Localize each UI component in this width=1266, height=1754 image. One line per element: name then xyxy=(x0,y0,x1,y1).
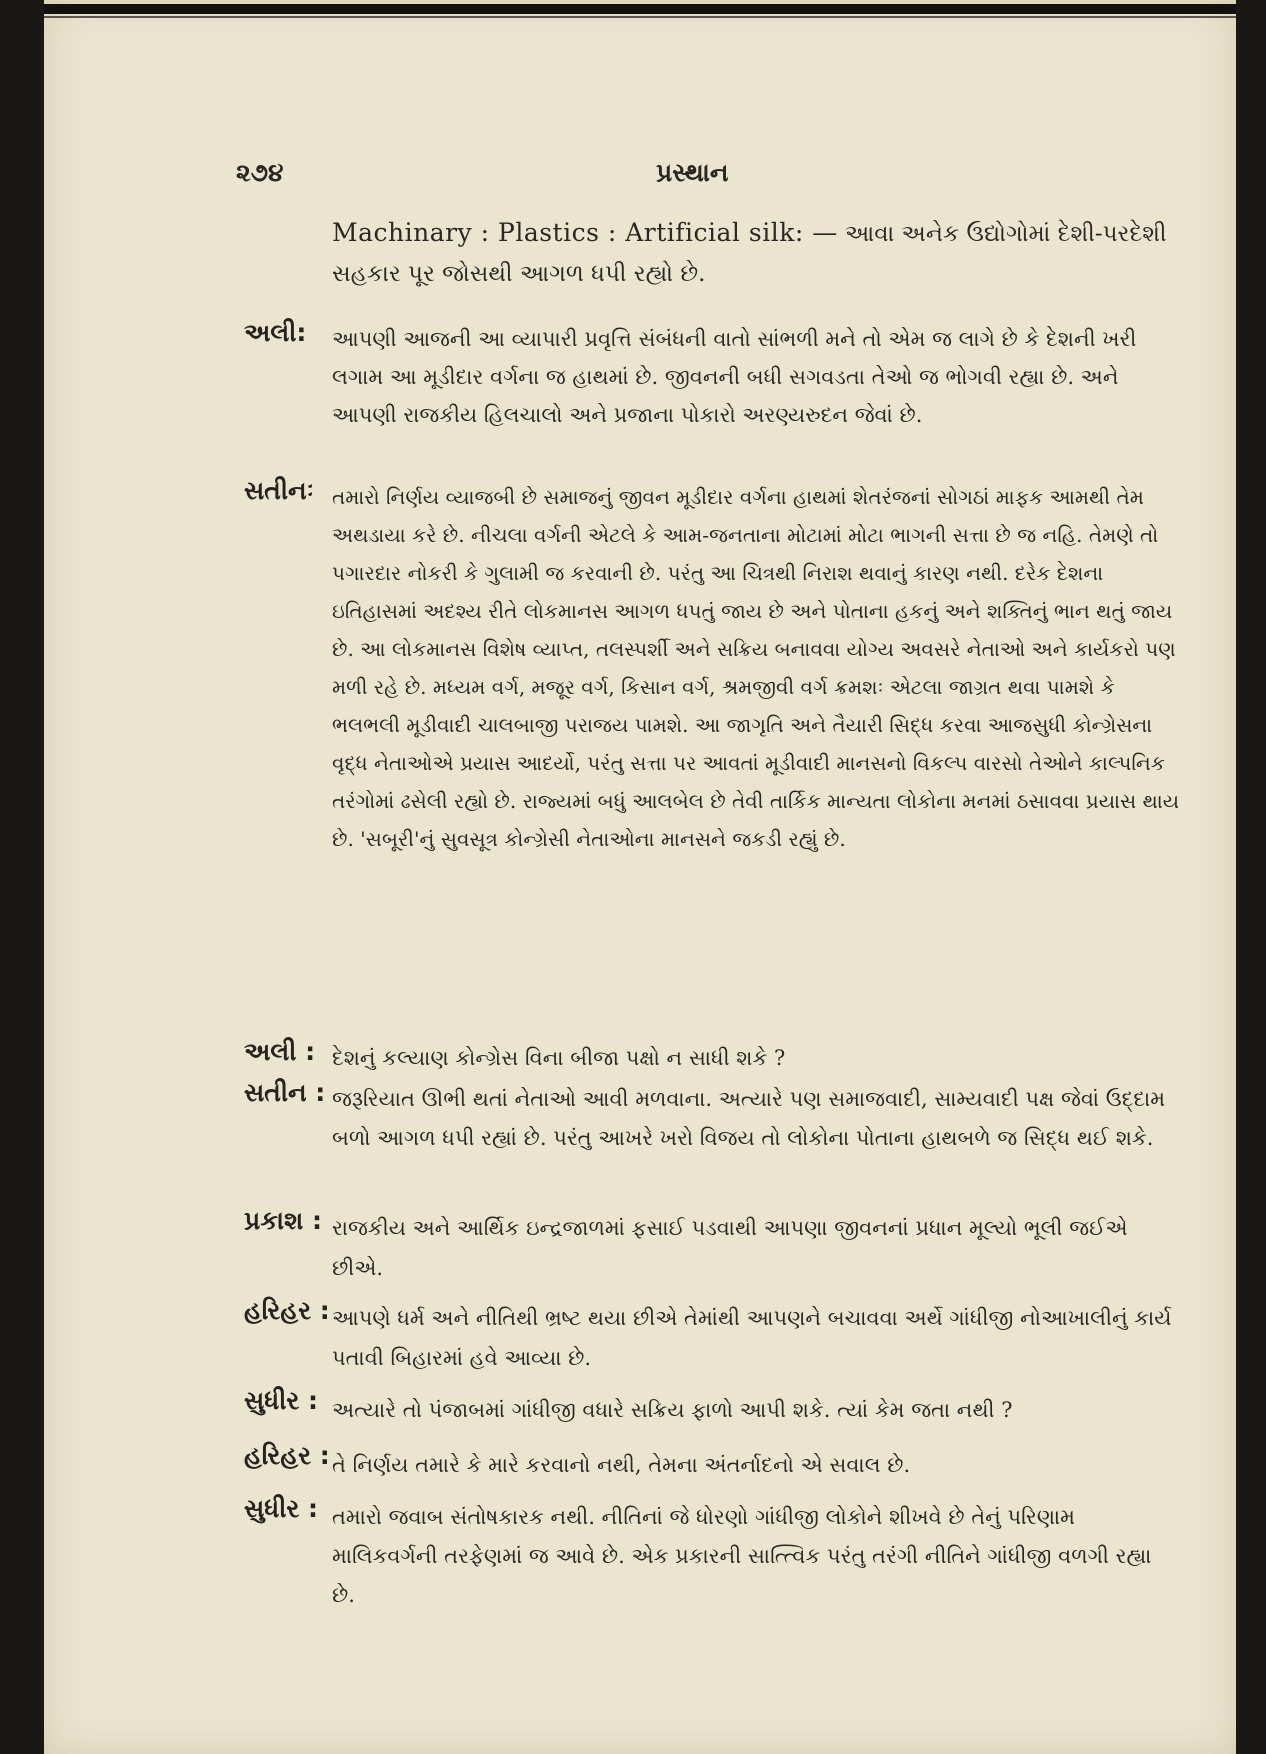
intro-gujarati: આવા અનેક ઉદ્યોગોમાં દેશી-પરદેશી સહકાર પૂર જોસથી આગળ ધપી રહ્યો છે. xyxy=(332,221,1167,287)
running-title: પ્રસ્થાન xyxy=(656,158,729,187)
speech-text: આપણી આજની આ વ્યાપારી પ્રવૃત્તિ સંબંધની વાતો સાંભળી મને તો એમ જ લાગે છે કે દેશની ખરી લગામ આ મૂડીદાર વર્ગના જ હાથમાં છે. જીવનની બધી સગવડતા તેઓ જ ભોગવી રહ્યા છે. અને આપણી રાજકીય હિલચાલો અને પ્રજાના પોકારો અરણ્યરુદન જેવાં છે. xyxy=(332,327,1137,427)
speaker-label: હરિહર : xyxy=(244,1441,330,1470)
speaker-label: પ્રકાશ : xyxy=(244,1206,322,1235)
intro-paragraph xyxy=(332,213,1180,294)
page-number: ૨૭૪ xyxy=(236,158,284,187)
speech-text: અત્યારે તો પંજાબમાં ગાંધીજી વધારે સક્રિય ફાળો આપી શકે. ત્યાં કેમ જતા નથી ? xyxy=(332,1398,1013,1422)
speaker-label: સુધીર : xyxy=(244,1494,319,1523)
speaker-label: સતીનઃ xyxy=(244,476,314,505)
speech-text: દેશનું કલ્યાણ કોન્ગ્રેસ વિના બીજા પક્ષો ન સાધી શકે ? xyxy=(332,1046,786,1070)
speaker-label: સતીન : xyxy=(244,1078,326,1107)
speaker-label: અલી : xyxy=(244,1037,316,1066)
speech-text: જરૂરિયાત ઊભી થતાં નેતાઓ આવી મળવાના. અત્યારે પણ સમાજવાદી, સામ્યવાદી પક્ષ જેવાં ઉદ્દામ બળો આગળ ધપી રહ્યાં છે. પરંતુ આખરે ખરો વિજય તો લોકોના પોતાના હાથબળે જ સિદ્ધ થઈ શકે. xyxy=(332,1087,1166,1150)
speech-text: તમારો જવાબ સંતોષકારક નથી. નીતિનાં જે ધોરણો ગાંધીજી લોકોને શીખવે છે તેનું પરિણામ માલિકવર્ગની તરફેણમાં જ આવે છે. એક પ્રકારની સાત્ત્વિક પરંતુ તરંગી નીતિને ગાંધીજી વળગી રહ્યા છે. xyxy=(332,1505,1152,1607)
speech-text: આપણે ધર્મ અને નીતિથી ભ્રષ્ટ થયા છીએ તેમાંથી આપણને બચાવવા અર્થે ગાંધીજી નોઆખાલીનું કાર્ય પતાવી બિહારમાં હવે આવ્યા છે. xyxy=(332,1306,1172,1370)
speaker-label: સુધીર : xyxy=(244,1386,319,1415)
speech-text: તે નિર્ણય તમારે કે મારે કરવાનો નથી, તેમના અંતર્નાદનો એ સવાલ છે. xyxy=(332,1453,911,1477)
speaker-label: અલી: xyxy=(244,318,307,347)
speaker-label: હરિહર : xyxy=(244,1296,330,1325)
top-rule-thin xyxy=(44,16,1236,18)
speech-text: તમારો નિર્ણય વ્યાજબી છે સમાજનું જીવન મૂડીદાર વર્ગના હાથમાં શેતરંજનાં સોગઠાં માફક આમથી તેમ અથડાયા કરે છે. નીચલા વર્ગની એટલે કે આમ-જનતાના મોટામાં મોટા ભાગની સત્તા છે જ નહિ. તેમણે તો પગારદાર નોકરી કે ગુલામી જ કરવાની છે. પરંતુ આ ચિત્રથી નિરાશ થવાનું કારણ નથી. દરેક દેશના ઇતિહાસમાં અદશ્ય રીતે લોકમાનસ આગળ ધપતું જાય છે અને પોતાના હકનું અને શક્તિનું ભાન થતું જાય છે. આ લોકમાનસ વિશેષ વ્યાપ્ત, તલસ્પર્શી અને સક્રિય બનાવવા યોગ્ય અવસરે નેતાઓ અને કાર્યકરો પણ મળી રહે છે. મધ્યમ વર્ગ, મજૂર વર્ગ, કિસાન વર્ગ, શ્રમજીવી વર્ગ ક્રમશઃ એટલા જાગ્રત થવા પામશે કે ભલભલી મૂડીવાદી ચાલબાજી પરાજય પામશે. આ જાગૃતિ અને તૈયારી સિદ્ધ કરવા આજસુધી કોન્ગ્રેસના વૃદ્ધ નેતાઓએ પ્રયાસ આદર્યો, પરંતુ સત્તા પર આવતાં મૂડીવાદી માનસનો વિકલ્પ વારસો તેઓને કાલ્પનિક તરંગોમાં ઢસેલી રહ્યો છે. રાજ્યમાં બધું આલબેલ છે તેવી તાર્કિક માન્યતા લોકોના મનમાં ઠસાવવા પ્રયાસ થાય છે. 'સબૂરી'નું સુવસૂત્ર કોન્ગ્રેસી નેતાઓના માનસને જકડી રહ્યું છે. xyxy=(332,485,1180,851)
speech-text: રાજકીય અને આર્થિક ઇન્દ્રજાળમાં ફસાઈ પડવાથી આપણા જીવનનાં પ્રધાન મૂલ્યો ભૂલી જઈએ છીએ. xyxy=(332,1216,1128,1280)
intro-english: Machinary : Plastics : Artificial silk: — xyxy=(332,218,838,247)
book-page xyxy=(44,0,1236,1754)
top-rule xyxy=(44,4,1236,14)
